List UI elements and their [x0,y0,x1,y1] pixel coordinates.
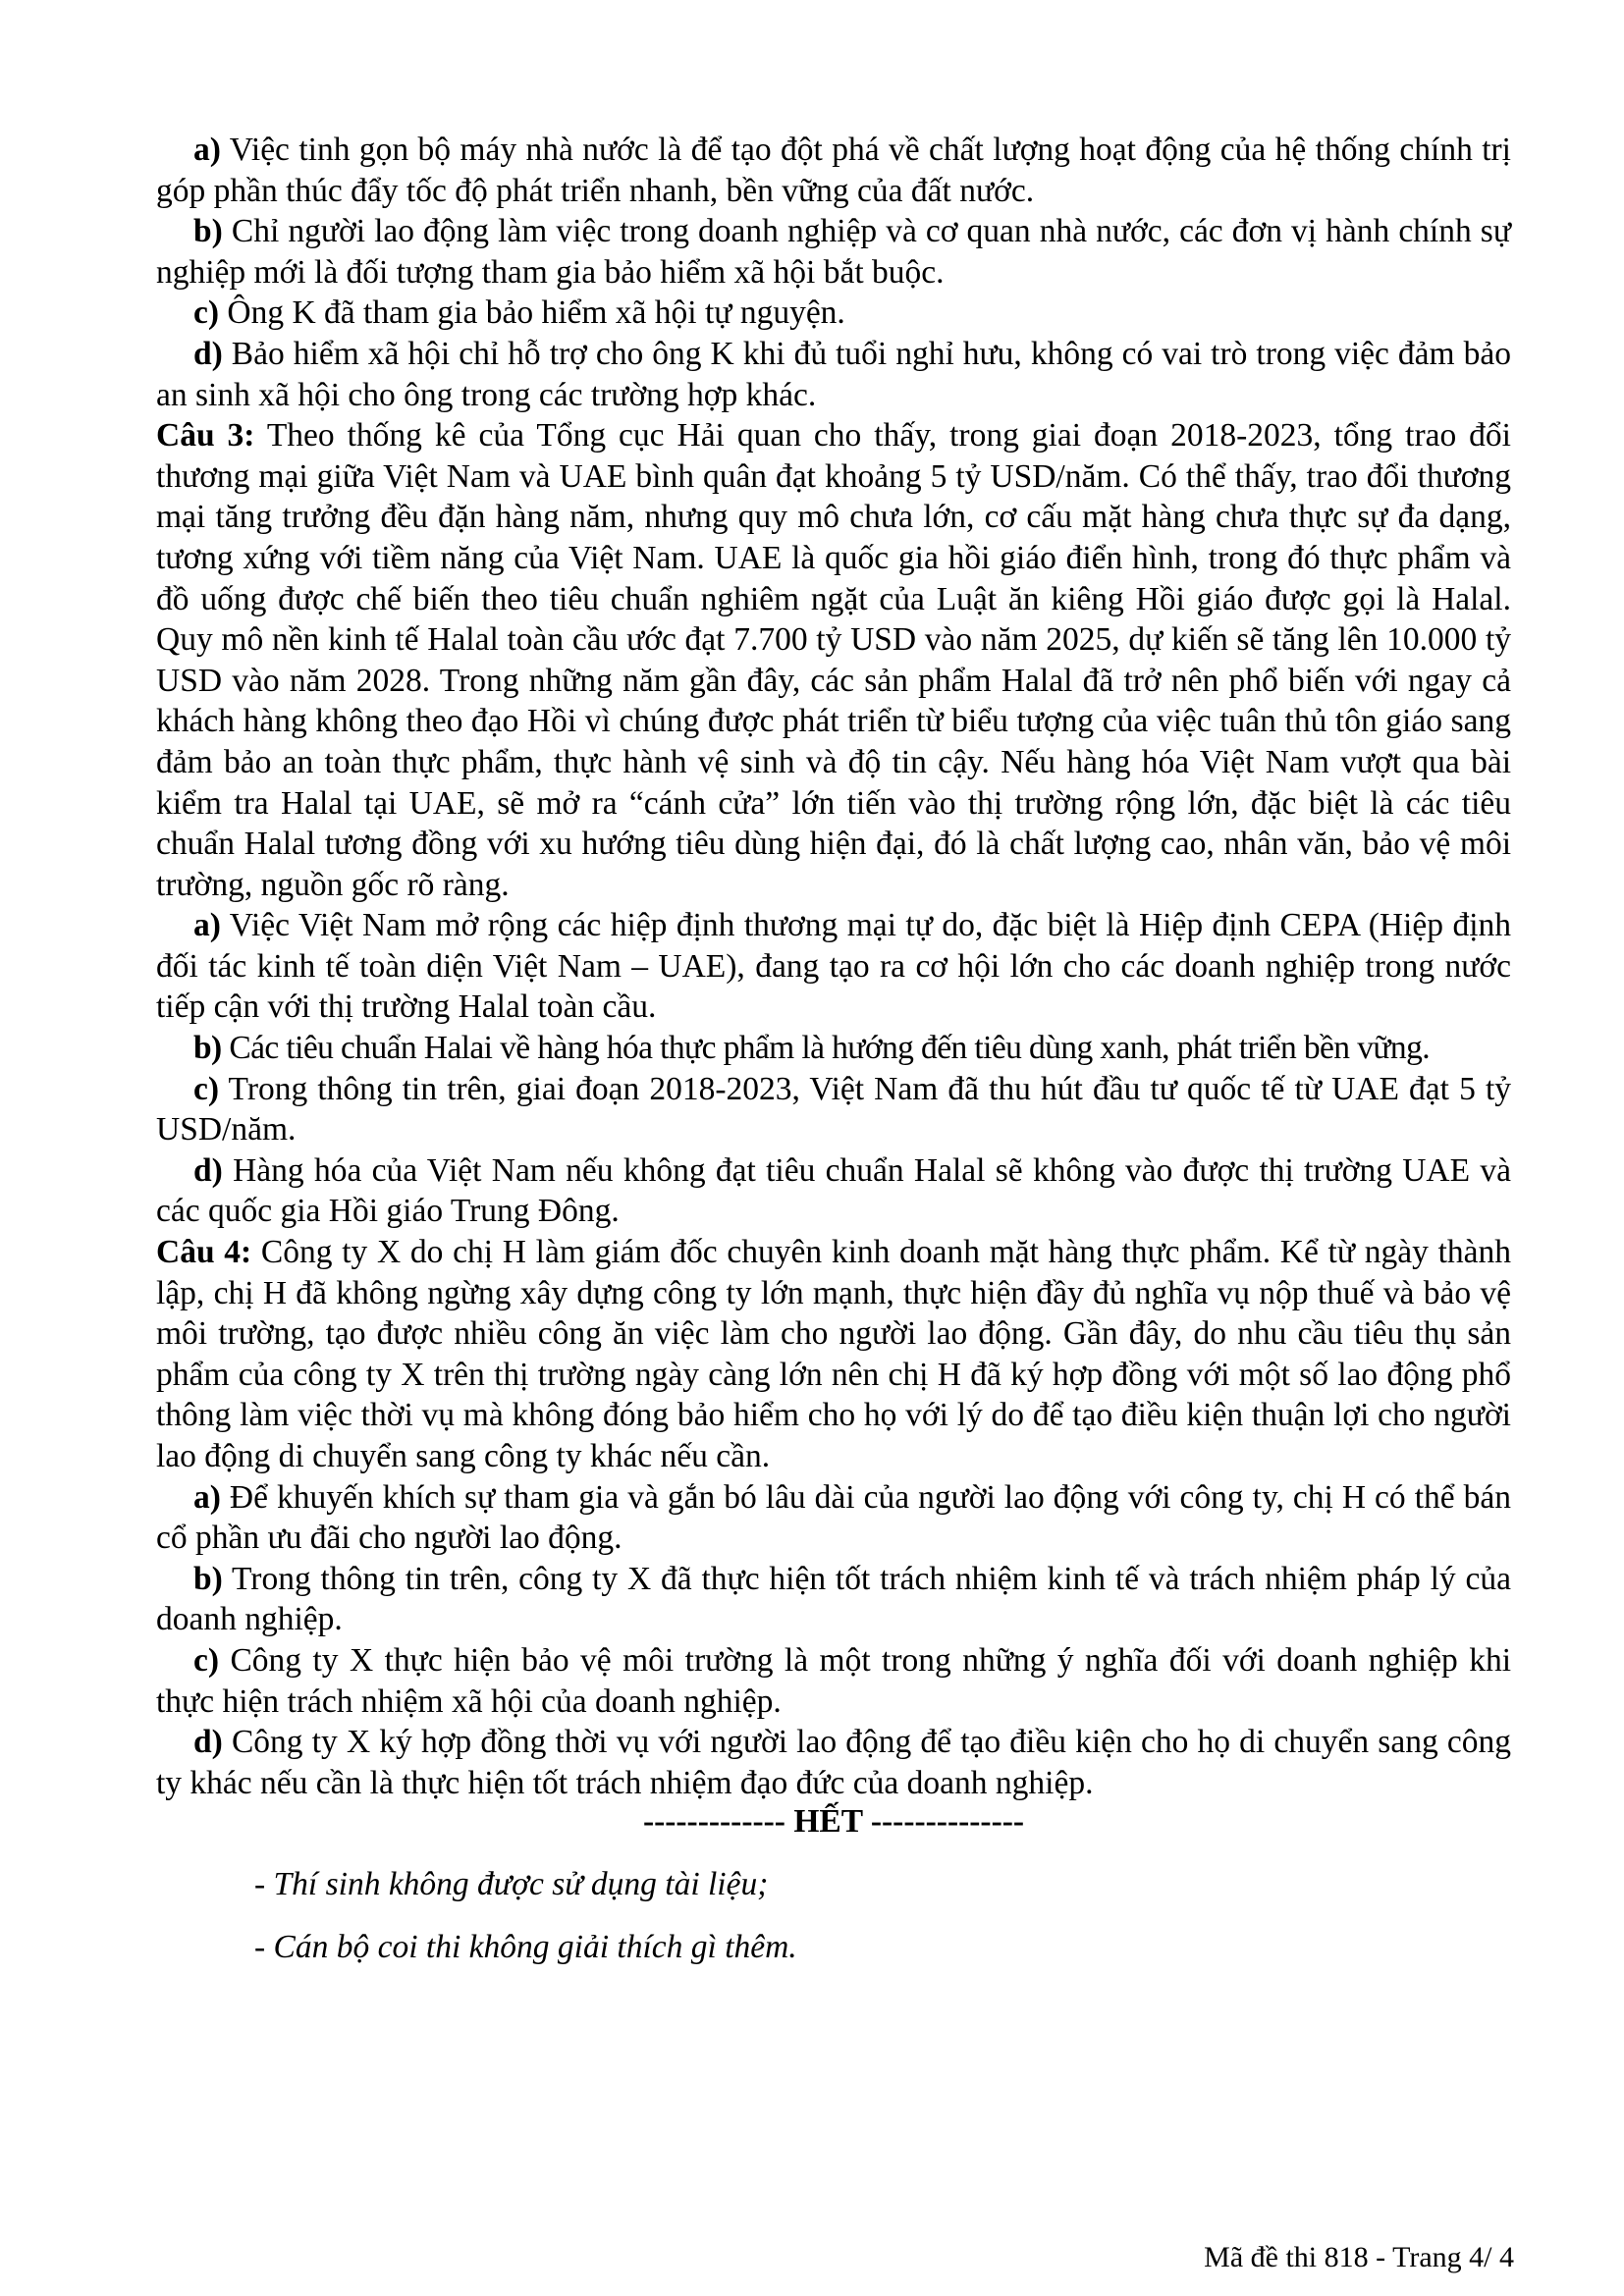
q4-option-c [156,1640,1511,1722]
option-text: Để khuyến khích sự tham gia và gắn bó lâu dài của người lao động với công ty, chị H có thể bán cổ phần ưu đãi cho người lao động. [156,1478,1511,1557]
candidate-note: - Thí sinh không được sử dụng tài liệu; [254,1866,769,1902]
exam-end-section [156,1801,1511,1990]
q2-option-a [156,130,1511,211]
question-label: Câu 4: [156,1234,252,1271]
question-label: Câu 3: [156,417,255,454]
option-text: Trong thông tin trên, công ty X đã thực hiện tốt trách nhiệm kinh tế và trách nhiệm pháp lý của doanh nghiệp. [156,1560,1511,1638]
exam-page-body [156,130,1511,1803]
option-label: d) [193,335,223,372]
q4-option-d [156,1722,1511,1803]
q3-option-b [156,1028,1511,1069]
option-text: Hàng hóa của Việt Nam nếu không đạt tiêu chuẩn Halal sẽ không vào được thị trường UAE và các quốc gia Hồi giáo Trung Đông. [156,1151,1511,1230]
option-label: c) [193,1641,220,1679]
q3-option-d [156,1150,1511,1232]
option-text: Chỉ người lao động làm việc trong doanh nghiệp và cơ quan nhà nước, các đơn vị hành chính sự nghiệp mới là đối tượng tham gia bảo hiểm xã hội bắt buộc. [156,213,1511,291]
option-label: c) [193,294,220,332]
option-text: Công ty X ký hợp đồng thời vụ với người lao động để tạo điều kiện cho họ di chuyển sang công ty khác nếu cần là thực hiện tốt trách nhiệm đạo đức của doanh nghiệp. [156,1724,1511,1801]
option-text: Việc Việt Nam mở rộng các hiệp định thương mại tự do, đặc biệt là Hiệp định CEPA (Hiệp định đối tác kinh tế toàn diện Việt Nam – UAE), đang tạo ra cơ hội lớn cho các doanh nghiệp trong nước tiếp cận với thị trường Halal toàn cầu. [156,907,1511,1026]
q2-option-b [156,211,1511,293]
q2-option-d [156,334,1511,415]
option-text: Ông K đã tham gia bảo hiểm xã hội tự nguyện. [219,294,845,332]
q3-option-a [156,905,1511,1028]
q3-option-c [156,1069,1511,1150]
question-3-stem [156,415,1511,905]
q2-option-c [156,293,1511,334]
option-label: d) [193,1724,223,1761]
proctor-note: - Cán bộ coi thi không giải thích gì thêm. [254,1929,797,1965]
page-footer-code: Mã đề thi 818 - Trang 4/ 4 [1204,2241,1514,2273]
option-label: a) [193,132,221,168]
option-label: b) [193,213,223,250]
question-4-stem [156,1232,1511,1477]
question-text: Công ty X do chị H làm giám đốc chuyên kinh doanh mặt hàng thực phẩm. Kể từ ngày thành lập, chị H đã không ngừng xây dựng công ty lớn mạnh, thực hiện đầy đủ nghĩa vụ nộp thuế và bảo vệ môi trường, tạo được nhiều công ăn việc làm cho người lao động. Gần đây, do nhu cầu tiêu thụ sản phẩm của công ty X trên thị trường ngày càng lớn nên chị H đã ký hợp đồng với một số lao động phổ thông làm việc thời vụ mà không đóng bảo hiểm cho họ với lý do để tạo điều kiện thuận lợi cho người lao động di chuyển sang công ty khác nếu cần. [156,1234,1511,1474]
option-label: b) [193,1030,222,1067]
option-text: Các tiêu chuẩn Halai về hàng hóa thực phẩm là hướng đến tiêu dùng xanh, phát triển bền vững. [221,1030,1430,1067]
question-text: Theo thống kê của Tổng cục Hải quan cho thấy, trong giai đoạn 2018-2023, tổng trao đổi thương mại giữa Việt Nam và UAE bình quân đạt khoảng 5 tỷ USD/năm. Có thể thấy, trao đổi thương mại tăng trưởng đều đặn hàng năm, nhưng quy mô chưa lớn, cơ cấu mặt hàng chưa thực sự đa dạng, tương xứng với tiềm năng của Việt Nam. UAE là quốc gia hồi giáo điển hình, trong đó thực phẩm và đồ uống được chế biến theo tiêu chuẩn nghiêm ngặt của Luật ăn kiêng Hồi giáo được gọi là Halal. Quy mô nền kinh tế Halal toàn cầu ước đạt 7.700 tỷ USD vào năm 2025, dự kiến sẽ tăng lên 10.000 tỷ USD vào năm 2028. Trong những năm gần đây, các sản phẩm Halal đã trở nên phổ biến với ngay cả khách hàng không theo đạo Hồi vì chúng được phát triển từ biểu tượng của việc tuân thủ tôn giáo sang đảm bảo an toàn thực phẩm, thực hành vệ sinh và độ tin cậy. Nếu hàng hóa Việt Nam vượt qua bài kiểm tra Halal tại UAE, sẽ mở ra “cánh cửa” lớn tiến vào thị trường rộng lớn, đặc biệt là các tiêu chuẩn Halal tương đồng với xu hướng tiêu dùng hiện đại, đó là chất lượng cao, nhân văn, bảo vệ môi trường, nguồn gốc rõ ràng. [156,417,1511,903]
option-label: c) [193,1070,220,1107]
option-text: Bảo hiểm xã hội chỉ hỗ trợ cho ông K khi đủ tuổi nghỉ hưu, không có vai trò trong việc đảm bảo an sinh xã hội cho ông trong các trường hợp khác. [156,335,1511,413]
option-label: a) [193,1478,221,1516]
option-label: a) [193,907,221,944]
option-text: Trong thông tin trên, giai đoạn 2018-2023, Việt Nam đã thu hút đầu tư quốc tế từ UAE đạt 5 tỷ USD/năm. [156,1070,1511,1148]
end-marker: ------------- HẾT -------------- [642,1803,1025,1840]
option-text: Công ty X thực hiện bảo vệ môi trường là một trong những ý nghĩa đối với doanh nghiệp khi thực hiện trách nhiệm xã hội của doanh nghiệp. [156,1641,1511,1720]
option-label: b) [193,1560,223,1597]
option-text: Việc tinh gọn bộ máy nhà nước là để tạo đột phá về chất lượng hoạt động của hệ thống chính trị góp phần thúc đẩy tốc độ phát triển nhanh, bền vững của đất nước. [156,132,1511,209]
option-label: d) [193,1151,223,1189]
q4-option-a [156,1477,1511,1559]
q4-option-b [156,1559,1511,1640]
